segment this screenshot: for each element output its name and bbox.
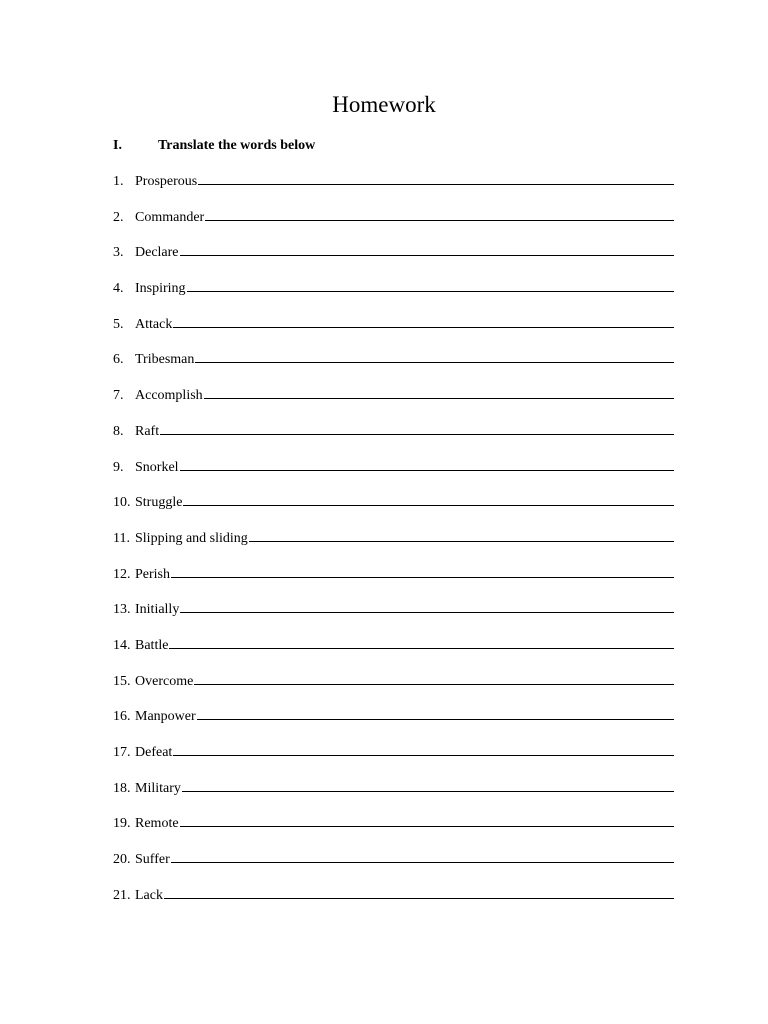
vocabulary-item [113,636,677,672]
answer-blank-line [171,850,674,863]
item-word: Perish [135,566,170,582]
vocabulary-item [113,386,677,422]
answer-blank-line [195,350,674,363]
vocabulary-item [113,243,677,279]
item-word: Prosperous [135,174,198,189]
item-number: 5. [113,316,124,332]
item-word: Initially [135,602,180,618]
item-number: 19. [113,816,131,832]
item-number: 7. [113,388,124,404]
answer-blank-line [173,315,674,328]
section-heading [113,137,315,155]
item-number: 4. [113,281,124,297]
item-word: Battle [135,637,169,653]
item-number: 2. [113,209,124,225]
section-number: I. [113,138,122,153]
item-number: 1. [113,174,124,189]
item-word: Suffer [135,852,170,868]
item-word: Lack [135,887,163,903]
answer-blank-line [182,779,674,792]
answer-blank-line [180,814,674,827]
item-number: 6. [113,352,124,368]
item-word: Attack [135,316,173,332]
vocabulary-item [113,886,677,922]
answer-blank-line [197,707,674,720]
vocabulary-list [113,172,677,921]
answer-blank-line [173,743,674,756]
answer-blank-line [249,529,674,542]
item-word: Overcome [135,673,194,689]
item-word: Military [135,780,181,796]
item-number: 3. [113,245,124,261]
item-word: Inspiring [135,281,186,297]
item-word: Slipping and sliding [135,530,248,546]
answer-blank-line [187,279,674,292]
answer-blank-line [180,243,674,256]
answer-blank-line [180,458,674,471]
item-number: 9. [113,459,124,475]
item-number: 17. [113,745,131,760]
vocabulary-item [113,600,677,636]
section-heading-text: Translate the words below [158,138,316,153]
answer-blank-line [198,172,674,185]
vocabulary-item [113,850,677,886]
item-word: Defeat [135,745,173,760]
vocabulary-item [113,208,677,244]
page-title: Homework [332,92,436,117]
item-word: Manpower [135,709,196,725]
vocabulary-item [113,814,677,850]
answer-blank-line [205,208,674,221]
item-word: Struggle [135,495,183,511]
vocabulary-item [113,707,677,743]
item-number: 8. [113,423,124,439]
item-number: 16. [113,709,131,725]
vocabulary-item [113,529,677,565]
item-number: 15. [113,673,131,689]
answer-blank-line [160,422,674,435]
vocabulary-item [113,315,677,351]
item-word: Accomplish [135,388,203,404]
item-number: 10. [113,495,131,511]
vocabulary-item [113,672,677,708]
answer-blank-line [180,600,674,613]
answer-blank-line [194,672,674,685]
vocabulary-item [113,743,677,779]
item-word: Snorkel [135,459,179,475]
item-word: Tribesman [135,352,195,368]
answer-blank-line [204,386,674,399]
vocabulary-item [113,422,677,458]
item-number: 20. [113,852,131,868]
item-word: Declare [135,245,179,261]
item-number: 13. [113,602,131,618]
vocabulary-item [113,493,677,529]
answer-blank-line [183,493,674,506]
item-number: 12. [113,566,131,582]
vocabulary-item [113,279,677,315]
item-number: 14. [113,637,131,653]
item-word: Remote [135,816,179,832]
answer-blank-line [169,636,674,649]
item-word: Commander [135,209,205,225]
item-number: 18. [113,780,131,796]
vocabulary-item [113,172,677,208]
item-number: 21. [113,887,131,903]
item-number: 11. [113,530,130,546]
vocabulary-item [113,779,677,815]
answer-blank-line [164,886,674,899]
item-word: Raft [135,423,160,439]
vocabulary-item [113,458,677,494]
answer-blank-line [171,565,674,578]
vocabulary-item [113,350,677,386]
vocabulary-item [113,565,677,601]
